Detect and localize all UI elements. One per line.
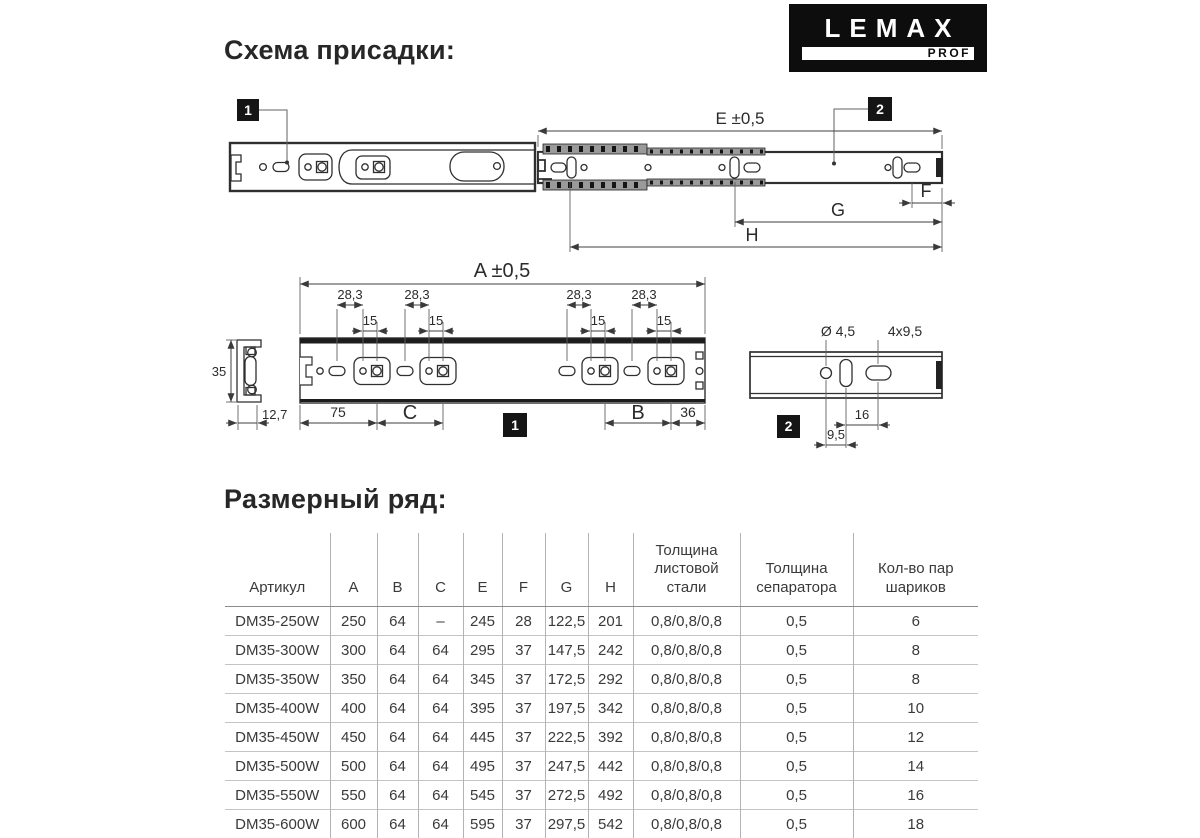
table-cell: 37 — [502, 752, 545, 781]
table-row — [225, 636, 978, 665]
column-header: B — [377, 533, 418, 607]
callout-1-flat — [503, 413, 527, 437]
column-header: G — [545, 533, 588, 607]
column-header: Артикул — [225, 533, 330, 607]
table-body — [225, 607, 978, 838]
size-table-section — [225, 533, 978, 838]
table-cell: 64 — [377, 781, 418, 810]
table-cell: 350 — [330, 665, 377, 694]
table-cell: 37 — [502, 781, 545, 810]
table-cell: 0,8/0,8/0,8 — [633, 607, 740, 636]
table-cell: 0,8/0,8/0,8 — [633, 810, 740, 838]
table-cell: 201 — [588, 607, 633, 636]
table-cell: 64 — [418, 781, 463, 810]
table-cell: DM35-300W — [225, 636, 330, 665]
callout-2-number: 2 — [876, 101, 884, 117]
table-cell: 64 — [377, 752, 418, 781]
table-cell: 0,5 — [740, 607, 853, 636]
table-cell: 0,5 — [740, 723, 853, 752]
dim-95-label: 9,5 — [827, 427, 845, 442]
table-cell: 18 — [853, 810, 978, 838]
dim-a-label: A ±0,5 — [474, 260, 531, 282]
table-cell: 395 — [463, 694, 502, 723]
table-header-row — [225, 533, 978, 607]
dim-283-label: 28,3 — [337, 287, 362, 302]
table-cell: 345 — [463, 665, 502, 694]
inner-member — [538, 152, 942, 183]
dim-127-label: 12,7 — [262, 407, 287, 422]
table-cell: 242 — [588, 636, 633, 665]
table-cell: 0,5 — [740, 810, 853, 838]
table-cell: 64 — [377, 607, 418, 636]
table-cell: 272,5 — [545, 781, 588, 810]
table-row — [225, 810, 978, 838]
table-cell: 147,5 — [545, 636, 588, 665]
sizes-title: Размерный ряд: — [224, 484, 447, 515]
table-cell: 64 — [377, 810, 418, 838]
table-cell: 550 — [330, 781, 377, 810]
callout-1-number: 1 — [511, 417, 519, 433]
scheme-title: Схема присадки: — [224, 35, 455, 66]
table-row — [225, 607, 978, 636]
callout-1-number: 1 — [244, 102, 252, 118]
table-cell: 0,5 — [740, 665, 853, 694]
table-cell: 442 — [588, 752, 633, 781]
column-header: C — [418, 533, 463, 607]
table-cell: 64 — [377, 694, 418, 723]
table-cell: 64 — [418, 694, 463, 723]
table-cell: 64 — [377, 665, 418, 694]
dim-15-label: 15 — [591, 313, 605, 328]
table-cell: 64 — [418, 810, 463, 838]
rail-flat-view — [300, 260, 705, 437]
table-cell: DM35-250W — [225, 607, 330, 636]
callout-2-number: 2 — [785, 418, 793, 434]
table-cell: 495 — [463, 752, 502, 781]
table-cell: 342 — [588, 694, 633, 723]
table-cell: 14 — [853, 752, 978, 781]
table-cell: 297,5 — [545, 810, 588, 838]
dim-283-label: 28,3 — [404, 287, 429, 302]
rail-detail-view — [750, 323, 942, 448]
table-cell: 8 — [853, 636, 978, 665]
table-cell: 295 — [463, 636, 502, 665]
dim-c-label: C — [403, 402, 417, 424]
table-row — [225, 752, 978, 781]
table-cell: 37 — [502, 723, 545, 752]
table-cell: 8 — [853, 665, 978, 694]
table-cell: 64 — [418, 636, 463, 665]
table-cell: 0,8/0,8/0,8 — [633, 665, 740, 694]
table-cell: 122,5 — [545, 607, 588, 636]
dim-b-label: B — [631, 402, 644, 424]
table-cell: 542 — [588, 810, 633, 838]
table-cell: 64 — [377, 636, 418, 665]
slide-extended-side-view — [230, 97, 955, 252]
table-cell: 445 — [463, 723, 502, 752]
column-header: A — [330, 533, 377, 607]
table-cell: 492 — [588, 781, 633, 810]
table-cell: 28 — [502, 607, 545, 636]
table-cell: 450 — [330, 723, 377, 752]
table-cell: 600 — [330, 810, 377, 838]
inner-member-end-cap — [936, 158, 943, 177]
table-cell: 0,8/0,8/0,8 — [633, 694, 740, 723]
table-cell: 37 — [502, 665, 545, 694]
table-cell: DM35-450W — [225, 723, 330, 752]
table-row — [225, 665, 978, 694]
table-cell: 400 — [330, 694, 377, 723]
table-cell: 0,8/0,8/0,8 — [633, 752, 740, 781]
table-cell: 500 — [330, 752, 377, 781]
dim-16-label: 16 — [855, 407, 869, 422]
dim-15-label: 15 — [363, 313, 377, 328]
table-cell: DM35-500W — [225, 752, 330, 781]
table-row — [225, 694, 978, 723]
table-cell: 545 — [463, 781, 502, 810]
column-header: E — [463, 533, 502, 607]
dim-35-label: 35 — [212, 364, 226, 379]
table-cell: DM35-350W — [225, 665, 330, 694]
table-cell: 197,5 — [545, 694, 588, 723]
table-row — [225, 781, 978, 810]
table-cell: 0,8/0,8/0,8 — [633, 723, 740, 752]
column-header: F — [502, 533, 545, 607]
logo-brand-text: LEMAX — [789, 13, 987, 44]
table-cell: 300 — [330, 636, 377, 665]
column-header: Толщина сепаратора — [740, 533, 853, 607]
table-cell: 37 — [502, 810, 545, 838]
table-cell: 64 — [418, 723, 463, 752]
table-cell: 16 — [853, 781, 978, 810]
table-cell: 0,5 — [740, 694, 853, 723]
table-cell: 247,5 — [545, 752, 588, 781]
table-cell: 10 — [853, 694, 978, 723]
dim-36-label: 36 — [680, 404, 696, 420]
table-cell: DM35-400W — [225, 694, 330, 723]
column-header: H — [588, 533, 633, 607]
dim-283-label: 28,3 — [566, 287, 591, 302]
table-cell: 250 — [330, 607, 377, 636]
table-cell: 37 — [502, 636, 545, 665]
table-cell: 0,8/0,8/0,8 — [633, 636, 740, 665]
dim-75-label: 75 — [330, 404, 346, 420]
dim-g-label: G — [831, 200, 845, 220]
dim-15-label: 15 — [657, 313, 671, 328]
table-cell: 64 — [418, 665, 463, 694]
callout-2-detail — [777, 415, 800, 438]
dim-slot-label: 4x9,5 — [888, 323, 922, 339]
table-cell: 392 — [588, 723, 633, 752]
table-cell: 64 — [377, 723, 418, 752]
dim-e-label: E ±0,5 — [715, 109, 764, 128]
table-cell: 222,5 — [545, 723, 588, 752]
table-cell: 12 — [853, 723, 978, 752]
table-cell: 595 — [463, 810, 502, 838]
table-row — [225, 723, 978, 752]
dim-15-label: 15 — [429, 313, 443, 328]
table-cell: 0,5 — [740, 636, 853, 665]
size-table — [225, 533, 978, 838]
table-cell: 245 — [463, 607, 502, 636]
column-header: Толщина листовой стали — [633, 533, 740, 607]
rail-cross-section — [212, 340, 288, 430]
table-cell: 0,5 — [740, 781, 853, 810]
table-cell: 0,8/0,8/0,8 — [633, 781, 740, 810]
table-cell: 64 — [418, 752, 463, 781]
dim-283-label: 28,3 — [631, 287, 656, 302]
table-cell: 172,5 — [545, 665, 588, 694]
table-cell: 0,5 — [740, 752, 853, 781]
table-cell: 37 — [502, 694, 545, 723]
table-cell: 6 — [853, 607, 978, 636]
table-cell: DM35-550W — [225, 781, 330, 810]
table-cell: – — [418, 607, 463, 636]
detail-end-cap — [936, 361, 942, 389]
column-header: Кол-во пар шариков — [853, 533, 978, 607]
logo-sub-text: PROF — [928, 47, 971, 60]
table-cell: DM35-600W — [225, 810, 330, 838]
table-cell: 292 — [588, 665, 633, 694]
dim-h-label: H — [746, 225, 759, 245]
dim-f-label: F — [921, 181, 932, 201]
dim-diameter-label: Ø 4,5 — [821, 323, 855, 339]
